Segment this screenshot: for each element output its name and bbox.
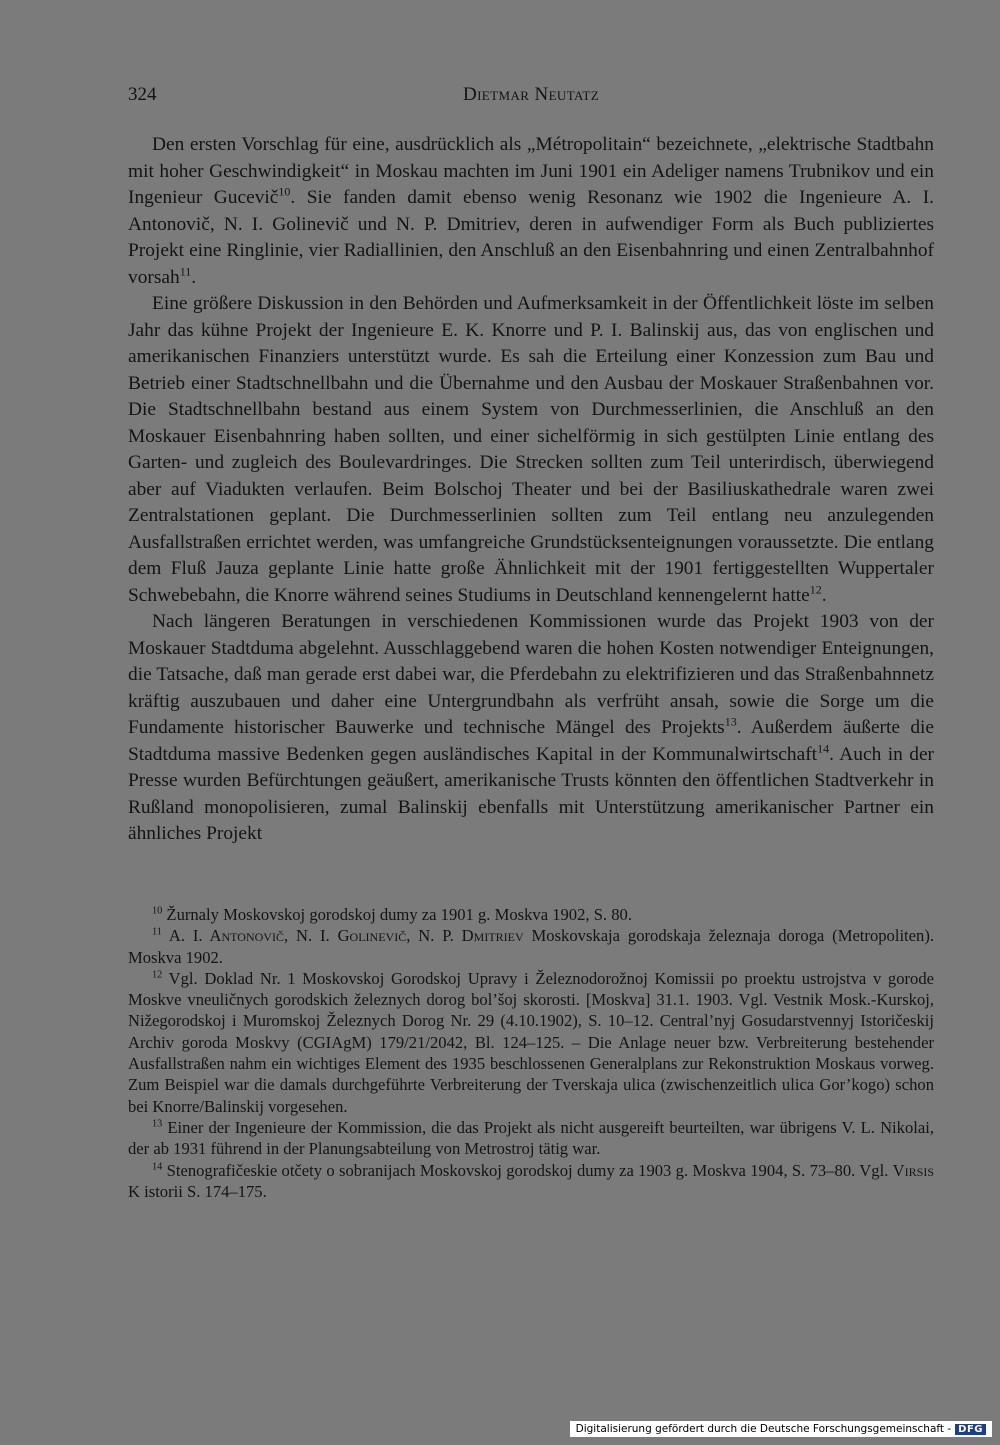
footnote-number: 11 [152, 926, 162, 938]
main-text [128, 132, 934, 848]
page-number: 324 [128, 84, 157, 105]
footnote-number: 10 [152, 905, 163, 917]
footnote: $^{13}$ Einer der Ingenieure der Kommission, die das Projekt als nicht ausgereift beurteilten, war übrigens V. L. Nikolai, der ab 1931 führend in der Planungsabteilung von Metrostroj tätig war. [128, 1117, 934, 1159]
digitization-credit [570, 1421, 992, 1437]
footnote-ref[interactable]: 10 [278, 184, 291, 199]
paragraph: Eine größere Diskussion in den Behörden und Aufmerksamkeit in der Öffentlichkeit löste im selben Jahr das kühne Projekt der Ingenieure E. K. Knorre und P. I. Balinskij aus, das von englischen und amerikanischen Finanziers unterstützt wurde. Es sah die Erteilung einer Konzession zum Bau und Betrieb einer Stadtschnellbahn und die Übernahme und den Ausbau der Moskauer Straßenbahnen vor. Die Stadtschnellbahn bestand aus einem System von Durchmesserlinien, die Anschluß an den Moskauer Eisenbahnring haben sollten, und einer sichelförmig in sich gestülpten Linie entlang des Garten- und zugleich des Boulevardringes. Die Strecken sollten zum Teil unterirdisch, überwiegend aber auf Viadukten verlaufen. Beim Bolschoj Theater und bei der Basiliuskathedrale waren zwei Zentralstationen geplant. Die Durchmesserlinien sollten zum Teil entlang neu anzulegenden Ausfallstraßen errichtet werden, was umfangreiche Grundstücksenteignungen voraussetzte. Die entlang dem Fluß Jauza geplante Linie hatte große Ähnlichkeit mit der 1901 fertiggestellten Wuppertaler Schwebebahn, die Knorre während seines Studiums in Deutschland kennengelernt hatte$^{12}$. [128, 293, 934, 606]
footnote: $^{14}$ Stenografičeskie otčety o sobranijach Moskovskoj gorodskoj dumy za 1903 g. Moskva 1904, S. 73–80. Vgl. Virsis K istorii S. 174–175. [128, 1160, 934, 1201]
footnote: $^{10}$ Žurnaly Moskovskoj gorodskoj dumy za 1901 g. Moskva 1902, S. 80. [152, 905, 632, 924]
footnote-ref[interactable]: 11 [179, 264, 192, 279]
dfg-logo: DFG [955, 1424, 986, 1435]
running-head [128, 84, 934, 110]
footnote-number: 14 [152, 1161, 163, 1173]
footnotes [128, 904, 934, 1202]
paragraph: Nach längeren Beratungen in verschiedenen Kommissionen wurde das Projekt 1903 von der Moskauer Stadtduma abgelehnt. Ausschlaggebend waren die hohen Kosten notwendiger Enteignungen, die Tatsache, daß man gerade erst dabei war, die Pferdebahn zu elektrifizieren und das Straßenbahnnetz kräftig auszubauen und daher eine Untergrundbahn als verfrüht ansah, sowie die Sorge um die Fundamente historischer Bauwerke und technische Mängel des Projekts$^{13}$. Außerdem äußerte die Stadtduma massive Bedenken gegen ausländisches Kapital in der Kommunalwirtschaft$^{14}$. Auch in der Presse wurden Befürchtungen geäußert, amerikanische Trusts könnten den öffentlichen Stadtverkehr in Rußland monopolisieren, zumal Balinskij ebenfalls mit Unterstützung amerikanischer Partner ein ähnliches Projekt [128, 611, 935, 844]
footnote: $^{11}$ A. I. Antonovič, N. I. Golinevič, N. P. Dmitriev Moskovskaja gorodskaja železnaja doroga (Metropoliten). Moskva 1902. [128, 926, 935, 967]
credit-text: Digitalisierung gefördert durch die Deutsche Forschungsgemeinschaft - [575, 1423, 952, 1435]
footnote-number: 12 [152, 969, 163, 981]
footnote-number: 13 [152, 1118, 163, 1130]
footnote-ref[interactable]: 13 [724, 714, 737, 729]
running-head-author: Dietmar Neutatz [462, 84, 600, 105]
footnote-ref[interactable]: 14 [817, 741, 830, 756]
paragraph: Den ersten Vorschlag für eine, ausdrücklich als „Métropolitain“ bezeichnete, „elektrische Stadtbahn mit hoher Geschwindigkeit“ in Moskau machten im Juni 1901 ein Adeliger namens Trubnikov und ein Ingenieur Gucevič$^{10}$. Sie fanden damit ebenso wenig Resonanz wie 1902 die Ingenieure A. I. Antonovič, N. I. Golinevič und N. P. Dmitriev, deren in aufwendiger Form als Buch publiziertes Projekt eine Ringlinie, vier Radiallinien, den Anschluß an den Eisenbahnring und einen Zentralbahnhof vorsah$^{11}$. [128, 134, 934, 288]
footnote: $^{12}$ Vgl. Doklad Nr. 1 Moskovskoj Gorodskoj Upravy i Železnodorožnoj Komissii po proektu ustrojstva v gorode Moskve vneuličnych gorodskich železnych dorog bol’šoj skorosti. [Moskva] 31.1. 1903. Vgl. Vestnik Mosk.-Kurskoj, Nižegorodskoj i Muromskoj Železnych Dorog Nr. 29 (4.10.1902), S. 10–12. Central’nyj Gosudarstvennyj Istoričeskij Archiv goroda Moskvy (CGIAgM) 179/21/2042, Bl. 124–125. – Die Anlage neuer bzw. Verbreiterung bestehender Ausfallstraßen nahm ein wichtiges Element des 1935 beschlossenen Generalplans zur Rekonstruktion Moskaus vorweg. Zum Beispiel war die damals durchgeführte Verbreiterung der Tverskaja ulica (zwischenzeitlich ulica Gor’kogo) schon bei Knorre/Balinskij vorgesehen. [128, 968, 934, 1116]
footnote-ref[interactable]: 12 [809, 582, 822, 597]
